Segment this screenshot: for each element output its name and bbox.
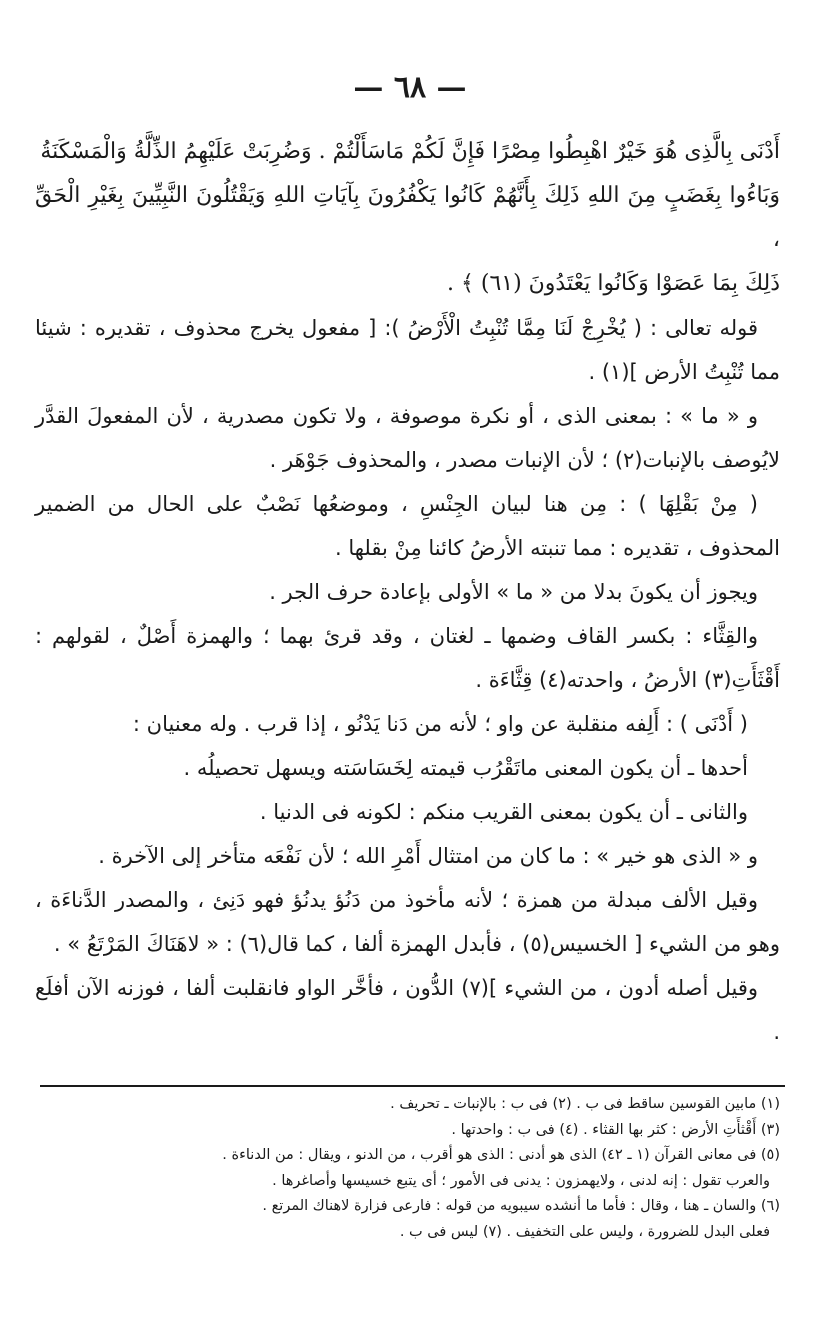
footnote-divider (40, 1085, 785, 1087)
paragraph-hamza-origin: وقيل الألف مبدلة من همزة ؛ لأنه مأخوذ من دَنُؤ يدنُؤ فهو دَنِئ ، والمصدر الدَّناءَة ، وهو من الشيء [ الخسيس(٥) ، فأبدل الهمزة ألفا ، كما قال(٦) : « لاهَنَاكَ المَرْتَعُ » . (35, 888, 780, 956)
footnote-line: والعرب تقول : إنه لدنى ، ولايهمزون : يدنى فى الأمور ؛ أى يتبع خسيسها وأصاغرها . (272, 1172, 770, 1189)
paragraph-min-baqliha: ( مِنْ بَقْلِهَا ) : مِن هنا لبيان الجِنْسِ ، وموضعُها نَصْبٌ على الحال من الضمير المحذوف ، تقديره : مما تنبته الأرضُ كائنا مِنْ بقلها . (35, 492, 780, 560)
paragraph-yukhrij: قوله تعالى : ( يُخْرِجْ لَنَا مِمَّا تُنْبِتُ الْأَرْضُ ): [ مفعول يخرج محذوف ، تقديره : شيئا مما تُنْبِتُ الأرض ](١) . (35, 316, 780, 384)
paragraph-alladhi-huwa-khayr: و « الذى هو خير » : ما كان من امتثال أَمْرِ الله ؛ لأن نَفْعَه متأخر إلى الآخرة . (98, 844, 758, 868)
paragraph-badal: ويجوز أن يكونَ بدلا من « ما » الأولى بإعادة حرف الجر . (269, 580, 758, 604)
quran-verse-line-3: ذَلِكَ بِمَا عَصَوْا وَكَانُوا يَعْتَدُونَ (٦١) ﴾ . (446, 271, 780, 296)
footnote-line: (٣) أَقْثأَتِ الأرض : كثر بها القثاء . (٤) فى ب : واحدتها . (451, 1121, 780, 1138)
footnote-line: (٦) والسان ـ هنا ، وقال : فأما ما أنشده سيبويه من قوله : فارعى فزارة لاهناك المرتع . (262, 1198, 780, 1214)
main-text-body (35, 130, 780, 1054)
paragraph-meaning-1: أحدها ـ أن يكون المعنى ماتَقْرُب قيمته لِخَسَاسَته ويسهل تحصيلُه . (183, 756, 748, 780)
footnote-line: (٥) فى معانى القرآن (١ ـ ٤٢) الذى هو أدنى : الذى هو أقرب ، من الدنو ، ويقال : من الدناءة . (222, 1147, 780, 1163)
footnote-line: (١) مابين القوسين ساقط فى ب . (٢) فى ب : بالإنبات ـ تحريف . (390, 1096, 780, 1112)
footnotes (35, 1092, 780, 1245)
paragraph-adna: ( أَدْنَى ) : أَلِفه منقلبة عن واو ؛ لأنه من دَنا يَدْنُو ، إذا قرب . وله معنيان : (132, 712, 748, 736)
paragraph-ma: و « ما » : بمعنى الذى ، أو نكرة موصوفة ، ولا تكون مصدرية ، لأن المفعولَ القدَّر لايُوصف بالإنبات(٢) ؛ لأن الإنبات مصدر ، والمحذوف جَوْهَر . (35, 404, 780, 472)
footnote-line: فعلى البدل للضرورة ، وليس على التخفيف . (٧) ليس فى ب . (399, 1223, 770, 1240)
quran-verse-line-2: وَبَاءُوا بِغَضَبٍ مِنَ اللهِ ذَلِكَ بِأَنَّهُمْ كَانُوا يَكْفُرُونَ بِآيَاتِ اللهِ وَيَقْتُلُونَ النَّبِيِّينَ بِغَيْرِ الْحَقِّ ، (35, 183, 780, 252)
quran-verse-line-1: أَدْنَى بِالَّذِى هُوَ خَيْرٌ اهْبِطُوا مِصْرًا فَإِنَّ لَكُمْ مَاسَأَلْتُمْ . وَضُرِبَتْ عَلَيْهِمُ الذِّلَّةُ وَالْمَسْكَنَةُ (40, 139, 780, 164)
paragraph-qiththa: والقِثَّاء : بكسر القاف وضمها ـ لغتان ، وقد قرئ بهما ؛ والهمزة أَصْلٌ ، لقولهم : أَقْثَأَتِ(٣) الأرضُ ، واحدته(٤) قِثَّاءَة . (35, 624, 780, 692)
paragraph-meaning-2: والثانى ـ أن يكون بمعنى القريب منكم : لكونه فى الدنيا . (259, 800, 748, 824)
paragraph-adwan-origin: وقيل أصله أدون ، من الشيء ](٧) الدُّون ، فأخَّر الواو فانقلبت ألفا ، فوزنه الآن أفلَع . (35, 976, 780, 1044)
page-number: — ٦٨ — (353, 70, 467, 105)
